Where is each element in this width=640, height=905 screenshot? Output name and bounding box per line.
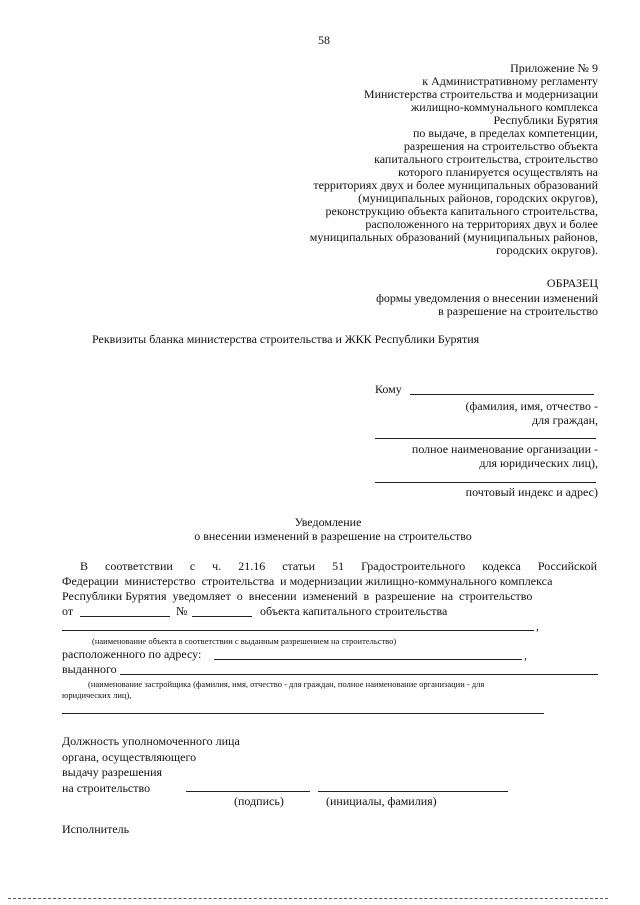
addressee-fio-line1: (фамилия, имя, отчество -	[465, 399, 598, 413]
sample-line: в разрешение на строительство	[438, 304, 598, 318]
footer-divider	[8, 898, 608, 899]
address-label: расположенного по адресу:	[62, 647, 202, 661]
appendix-line: разрешения на строительство объекта	[403, 139, 598, 153]
addressee-to-field[interactable]	[410, 394, 594, 395]
addressee-fio-line2: для граждан,	[531, 413, 598, 427]
from-label: от	[62, 604, 74, 618]
address-comma: ,	[524, 648, 527, 662]
executor-label: Исполнитель	[62, 822, 130, 836]
appendix-line: по выдаче, в пределах компетенции,	[412, 126, 598, 140]
position-line: органа, осуществляющего	[62, 749, 197, 764]
addressee-to-label: Кому	[375, 382, 402, 396]
object-comma: ,	[536, 619, 539, 633]
body-word: Градостроительного	[361, 559, 466, 573]
body-line-3: Республики Бурятия уведомляет о внесении изменений в разрешение на строительство	[62, 589, 533, 603]
object-hint: (наименование объекта в соответствии с выданным разрешением на строительство)	[92, 636, 397, 646]
position-block	[62, 734, 240, 796]
body-word: 21.16	[238, 559, 266, 573]
appendix-line: которого планируется осуществлять на	[398, 165, 598, 179]
sample-line: формы уведомления о внесении изменений	[376, 291, 598, 305]
appendix-line: капитального строительства, строительство	[374, 152, 598, 166]
page-number: 58	[318, 33, 330, 47]
body-word: с	[189, 559, 196, 573]
number-label: №	[176, 604, 188, 618]
appendix-line: муниципальных образований (муниципальных районов,	[309, 230, 598, 244]
signature-label: (подпись)	[234, 794, 284, 808]
issued-label: выданного	[62, 662, 117, 676]
body-word: ч.	[212, 559, 222, 573]
appendix-line: к Административному регламенту	[422, 74, 598, 88]
body-line-2: Федерации министерство строительства и модернизации жилищно-коммунального комплекса	[62, 574, 553, 588]
appendix-line: Приложение № 9	[510, 61, 598, 75]
addressee-org-line1: полное наименование организации -	[411, 442, 598, 456]
developer-hint-2: юридических лиц),	[62, 690, 132, 700]
developer-hint-1: (наименование застройщика (фамилия, имя, отчество - для граждан, полное наименование организации - для	[88, 679, 485, 689]
appendix-block	[278, 62, 598, 257]
initials-field[interactable]	[318, 791, 508, 792]
body-word: В	[80, 559, 89, 573]
signature-field[interactable]	[186, 791, 310, 792]
appendix-line: территориях двух и более муниципальных образований	[313, 178, 598, 192]
appendix-line: Республики Бурятия	[493, 113, 598, 127]
appendix-line: расположенного на территориях двух и более	[365, 217, 598, 231]
object-name-field[interactable]	[62, 630, 534, 631]
addressee-postal-field[interactable]	[375, 482, 596, 483]
issued-field[interactable]	[120, 674, 598, 675]
sample-block	[278, 277, 598, 318]
number-field[interactable]	[192, 616, 252, 617]
address-field[interactable]	[214, 659, 522, 660]
appendix-line: городских округов).	[496, 243, 598, 257]
initials-label: (инициалы, фамилия)	[326, 794, 437, 808]
sample-title: ОБРАЗЕЦ	[546, 276, 598, 290]
body-word: Российской	[537, 559, 597, 573]
body-word: статьи	[282, 559, 316, 573]
body-line-1	[62, 560, 597, 573]
addressee-postal-label: почтовый индекс и адрес)	[465, 485, 598, 499]
appendix-line: (муниципальных районов, городских округов),	[358, 191, 598, 205]
position-line: Должность уполномоченного лица	[62, 734, 240, 748]
appendix-line: Министерства строительства и модернизации	[363, 87, 598, 101]
developer-field[interactable]	[62, 713, 544, 714]
position-line: выдачу разрешения	[62, 765, 163, 779]
position-line: на строительство	[62, 780, 151, 795]
body-word: соответствии	[105, 559, 173, 573]
requisites: Реквизиты бланка министерства строительства и ЖКК Республики Бурятия	[92, 332, 480, 346]
date-field[interactable]	[80, 616, 170, 617]
appendix-line: реконструкцию объекта капитального строительства,	[325, 204, 598, 218]
addressee-org-line2: для юридических лиц),	[479, 456, 598, 470]
addressee-org-field[interactable]	[375, 438, 596, 439]
body-word: кодекса	[482, 559, 521, 573]
body-word: 51	[332, 559, 345, 573]
appendix-line: жилищно-коммунального комплекса	[411, 100, 598, 114]
notice-title: Уведомление	[294, 515, 362, 529]
object-label: объекта капитального строительства	[260, 604, 448, 618]
notice-subtitle: о внесении изменений в разрешение на строительство	[194, 529, 472, 543]
